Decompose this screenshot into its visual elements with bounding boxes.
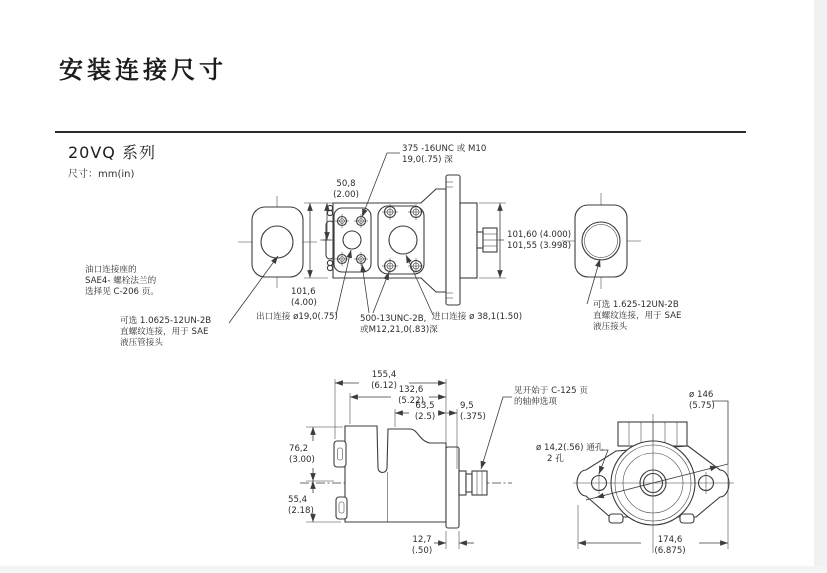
dim-146: ø 146 (5.75) [689, 390, 715, 411]
outlet-flange-note: 油口连接座的 SAE4- 螺栓法兰的 选择见 C-206 页。 [85, 265, 159, 297]
inlet-port-callout: 进口连接 ø 38,1(1.50) [432, 312, 523, 322]
dim-63-5: 63,5 (2.5) [414, 401, 436, 422]
dim-9-5: 9,5 (.375) [460, 401, 486, 422]
page-edge-right [814, 0, 827, 573]
outlet-thread-note: 可选 1.0625-12UN-2B 直螺纹连接，用于 SAE 液压管接头 [120, 316, 212, 348]
units-label: 尺寸：mm(in) [68, 169, 135, 180]
thread-top-callout: 375 -16UNC 或 M10 19,0(.75) 深 [402, 144, 487, 165]
page-title: 安装连接尺寸 [59, 56, 227, 84]
outlet-port-callout: 出口连接 ø19,0(.75) [256, 312, 338, 322]
dim-50-8: 50,8 (2.00) [333, 179, 359, 200]
inlet-thread-note: 可选 1.625-12UN-2B 直螺纹连接，用于 SAE 液压接头 [593, 300, 682, 332]
dim-155-4: 155,4 (6.12) [371, 370, 397, 391]
inlet-flange-view [562, 193, 641, 289]
outlet-flange-view [238, 196, 317, 288]
dim-76-2: 76,2 (3.00) [289, 444, 315, 465]
dim-101-60: 101,60 (4.000) 101,55 (3.998) [507, 230, 572, 251]
end-view-drawing [573, 401, 734, 553]
series-heading: 20VQ 系列 [68, 143, 156, 162]
shaft-note: 见开始于 C-125 页 的轴伸选项 [514, 386, 588, 407]
bolt-thread-callout: 500-13UNC-2B, 或M12,21,0(.83)深 [360, 314, 438, 335]
dim-55-4: 55,4 (2.18) [288, 495, 314, 516]
dim-174-6: 174,6 (6.875) [654, 535, 686, 556]
dim-101-6: 101,6 (4.00) [291, 287, 317, 308]
page-edge-bottom [0, 566, 827, 573]
dim-132-6: 132,6 (5.22) [398, 385, 424, 406]
mounting-holes-callout: ø 14,2(.56) 通孔 2 孔 [536, 443, 604, 464]
dim-12-7: 12,7 (.50) [411, 535, 433, 556]
